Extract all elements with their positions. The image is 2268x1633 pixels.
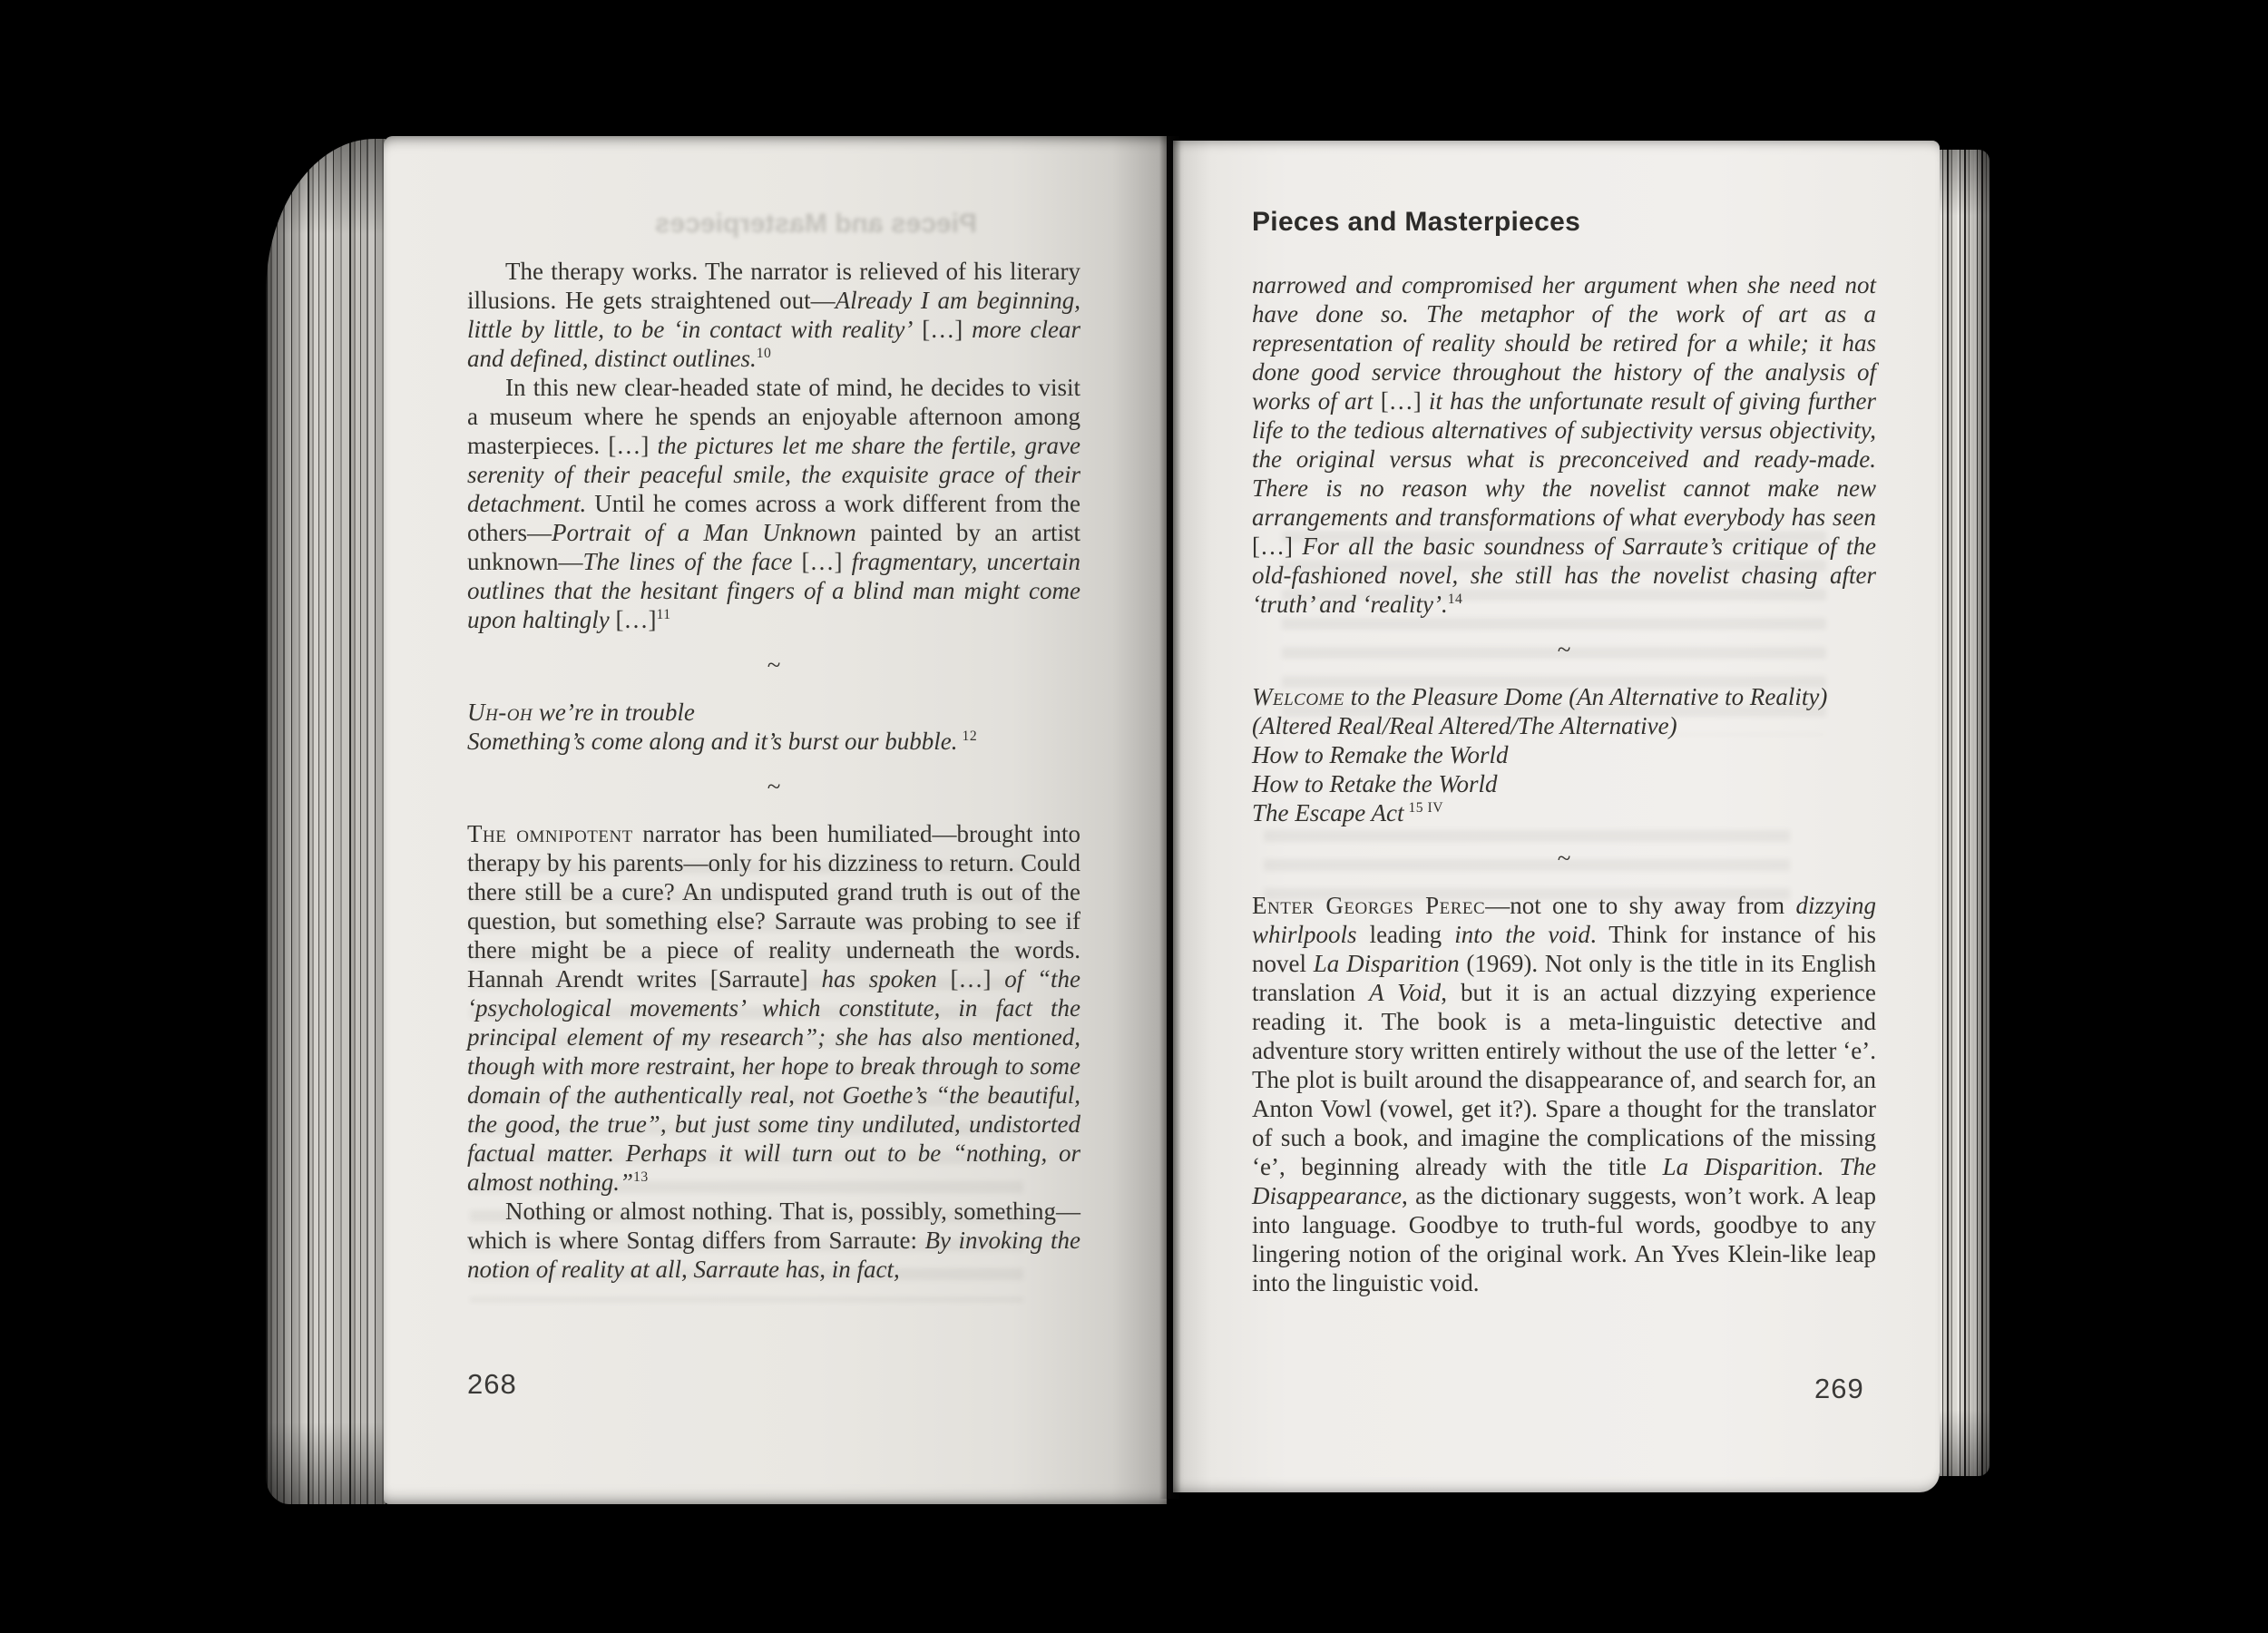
- left-page-number: 268: [467, 1368, 517, 1400]
- show-through-header-text: Pieces and Masterpieces: [654, 209, 977, 239]
- verse-line: [1252, 769, 1876, 798]
- verse-line: [467, 698, 1080, 727]
- right-page-number: 269: [1814, 1373, 1864, 1404]
- text-segment: more clear and defined, distinct outlines.: [467, 316, 1080, 372]
- verse-line: [1252, 682, 1876, 711]
- text-segment: . Think for instance of his novel: [1252, 921, 1876, 977]
- text-segment: Welcome: [1252, 683, 1344, 710]
- text-segment: of “the ‘psychological movements’ which constitute, in fact the principal element of my research”; she has also mentioned, though with more restraint, her hope to break through to some domain of the authentically real, not Goethe’s “the beautiful, the good, the true”, but just some tiny undiluted, undistorted factual matter. Perhaps it will turn out to be “nothing, or almost nothing.”: [467, 965, 1081, 1196]
- text-segment: Already I am beginning, little by little, to be ‘in contact with reality’: [467, 287, 1081, 343]
- text-segment: —not one to shy away from: [1485, 892, 1796, 919]
- verse-line: [1252, 711, 1876, 740]
- text-segment: […]: [1252, 533, 1303, 560]
- text-segment: the pictures let me share the fertile, grave serenity of their peaceful smile, the exquisite grace of their detachment.: [467, 432, 1080, 517]
- left-page-text-column: [467, 257, 1080, 1284]
- text-segment: Uh-oh: [467, 699, 533, 726]
- footnote-reference: 12: [962, 728, 978, 744]
- text-segment: to the Pleasure Dome (An Alternative to Reality): [1344, 683, 1828, 710]
- verse-line: [1252, 798, 1876, 827]
- text-segment: , as the dictionary suggests, won’t work. A leap into language. Goodbye to truth-ful words, goodbye to any lingering notion of the original work. An Yves Klein-like leap into the linguistic void.: [1252, 1182, 1876, 1296]
- section-separator: ~: [767, 651, 781, 679]
- text-segment: […]: [609, 606, 657, 633]
- paragraph: [467, 257, 1080, 373]
- page-stack-right-fore-edge: [1940, 150, 1989, 1476]
- section-separator: ~: [1557, 636, 1571, 663]
- left-page: [384, 136, 1167, 1504]
- text-segment: La Disparition: [1662, 1153, 1818, 1180]
- text-segment: Nothing or almost nothing. That is, possibly, something—which is where Sontag differs from Sarraute:: [467, 1198, 1080, 1254]
- text-segment: How to Retake the World: [1252, 770, 1498, 797]
- running-header: Pieces and Masterpieces: [1252, 207, 1581, 237]
- text-segment: painted by an artist unknown—: [467, 519, 1080, 575]
- right-page-text-column: [1252, 270, 1876, 1297]
- text-segment: dizzying whirlpools: [1252, 892, 1876, 948]
- footnote-reference: 15 IV: [1408, 800, 1444, 816]
- text-segment: it has the unfortunate result of giving further life to the tedious alternatives of subjectivity versus objectivity, the original versus what is preconceived and ready-made. There is no reason why the novelist cannot make new arrangements and transformations of what everybody has seen: [1252, 387, 1876, 531]
- text-segment: […]: [936, 965, 1005, 993]
- paragraph: [467, 1197, 1080, 1284]
- paragraph: [1252, 270, 1876, 619]
- paragraph: [1252, 891, 1876, 1297]
- text-segment: narrowed and compromised her argument when she need not have done so. The metaphor of the work of art as a representation of reality should be retired for a while; it has done good service throughout the history of the analysis of works of art: [1252, 271, 1876, 415]
- text-segment: we’re in trouble: [533, 699, 695, 726]
- section-separator: ~: [767, 773, 781, 800]
- text-segment: […]: [913, 316, 973, 343]
- text-segment: The therapy works. The narrator is relieved of his literary illusions. He gets straightened out—: [467, 258, 1080, 314]
- paragraph: [467, 819, 1080, 1197]
- text-segment: In this new clear-headed state of mind, he decides to visit a museum where he spends an enjoyable afternoon among masterpieces. […]: [467, 374, 1080, 459]
- page-stack-left-fore-edge: [266, 139, 386, 1504]
- text-segment: Until he comes across a work different from the others—: [467, 490, 1080, 546]
- verse-line: [467, 727, 1080, 756]
- footnote-reference: 11: [656, 607, 671, 622]
- text-segment: leading: [1356, 921, 1455, 948]
- text-segment: into the void: [1454, 921, 1590, 948]
- verse-block: [467, 698, 1080, 756]
- text-segment: Something’s come along and it’s burst our bubble.: [467, 728, 958, 755]
- footnote-reference: 13: [633, 1169, 649, 1185]
- text-segment: has spoken: [821, 965, 937, 993]
- text-segment: The lines of the face: [582, 548, 793, 575]
- text-segment: La Disparition: [1313, 950, 1460, 977]
- paragraph: [467, 373, 1080, 634]
- text-segment: The Disappearance: [1252, 1153, 1876, 1209]
- text-segment: […]: [792, 548, 852, 575]
- book-gutter-fold: [1159, 136, 1181, 1499]
- text-segment: The Escape Act: [1252, 799, 1404, 826]
- text-segment: A Void: [1369, 979, 1442, 1006]
- text-segment: […]: [1373, 387, 1429, 415]
- text-segment: fragmentary, uncertain outlines that the hesitant fingers of a blind man might come upon haltingly: [467, 548, 1081, 633]
- footnote-reference: 10: [756, 346, 772, 361]
- text-segment: By invoking the notion of reality at all, Sarraute has, in fact,: [467, 1227, 1080, 1283]
- section-separator: ~: [1557, 845, 1571, 872]
- text-segment: , but it is an actual dizzying experience reading it. The book is a meta-linguistic detective and adventure story written entirely without the use of the letter ‘e’. The plot is built around the disappearance of, and search for, an Anton Vowl (vowel, get it?). Spare a thought for the translator of such a book, and imagine the complications of the missing ‘e’, beginning already with the title: [1252, 979, 1876, 1180]
- text-segment: (Altered Real/Real Altered/The Alternative): [1252, 712, 1677, 739]
- open-book: [266, 132, 1991, 1506]
- text-segment: (1969). Not only is the title in its English translation: [1252, 950, 1876, 1006]
- text-segment: The omnipotent: [467, 820, 633, 847]
- text-segment: .: [1817, 1153, 1840, 1180]
- verse-block: [1252, 682, 1876, 827]
- text-segment: Enter Georges Perec: [1252, 892, 1486, 919]
- right-page: [1173, 141, 1940, 1492]
- text-segment: How to Remake the World: [1252, 741, 1509, 768]
- text-segment: narrator has been humiliated—brought into therapy by his parents—only for his dizziness to return. Could there still be a cure? An undisputed grand truth is out of the question, but something else? Sarraute was probing to see if there might be a piece of reality underneath the words. Hannah Arendt writes [Sarraute]: [467, 820, 1080, 993]
- text-segment: For all the basic soundness of Sarraute’s critique of the old-fashioned novel, she still has the novelist chasing after ‘truth’ and ‘reality’.: [1252, 533, 1876, 618]
- footnote-reference: 14: [1447, 592, 1463, 607]
- text-segment: Portrait of a Man Unknown: [551, 519, 856, 546]
- verse-line: [1252, 740, 1876, 769]
